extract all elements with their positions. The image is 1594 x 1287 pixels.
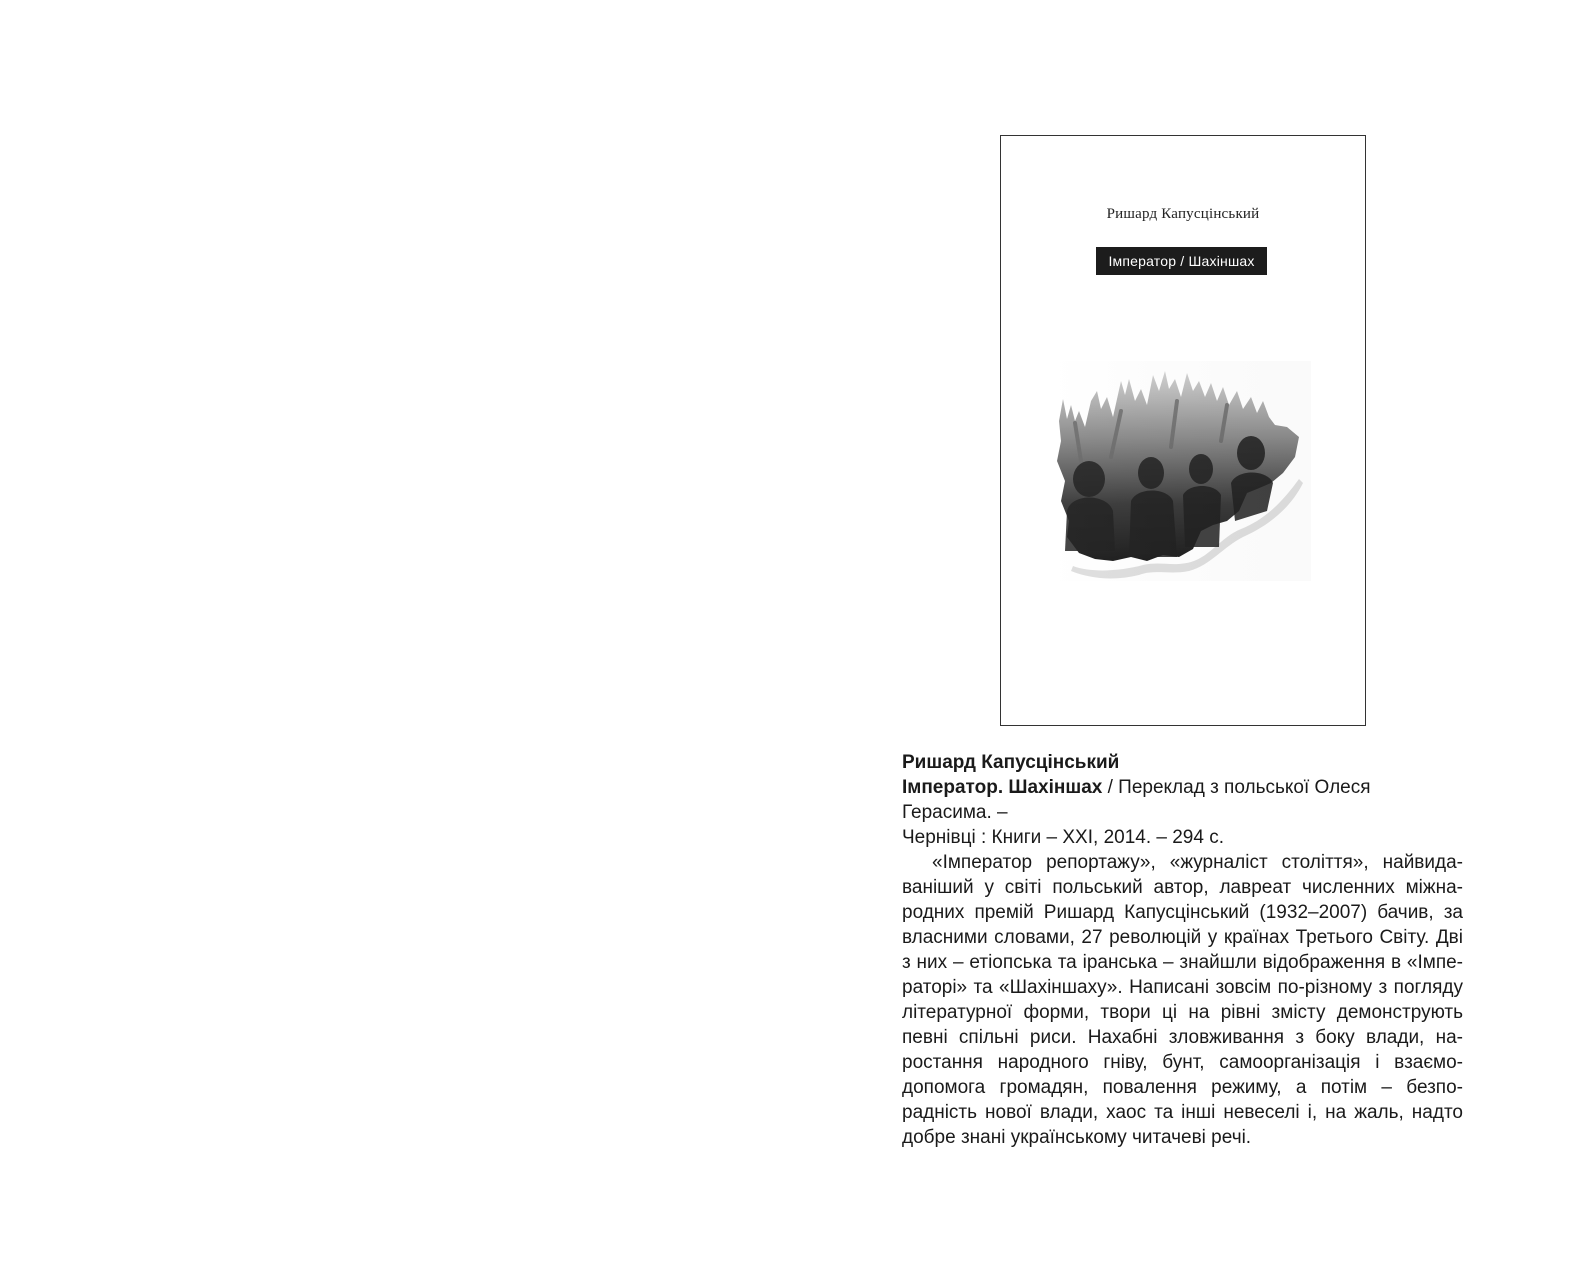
cover-title: Імператор / Шахіншах: [1096, 247, 1267, 275]
entry-publication-part1: / Переклад з польської Олеся Герасима. –: [902, 777, 1371, 823]
cover-author: Ришард Капусцінський: [1106, 206, 1260, 222]
crowd-silhouette-illustration: [1051, 361, 1311, 581]
entry-publication-part2: Чернівці : Книги – ХХІ, 2014. – 294 с.: [902, 827, 1224, 848]
book-entry: [902, 750, 1463, 1150]
book-cover: [1000, 135, 1366, 726]
entry-title: Імператор. Шахіншах: [902, 777, 1103, 798]
bibliographic-info: [902, 775, 1463, 850]
entry-author: Ришард Капусцінський: [902, 752, 1120, 773]
entry-description: «Імператор репортажу», «журналіст століття», найвидаваніший у світі польський автор, лавреат численних міжнародних премій Ришард Капусцінський (1932–2007) бачив, за власними словами, 27 революцій у країнах Третього Світу. Дві з них – етіопська та іранська – знайшли відображення в «Імператорі» та «Шахіншаху». Написані зовсім по-різному з погляду літературної форми, твори ці на рівні змісту демонструють певні спільні риси. Нахабні зловживання з боку влади, наростання народного гніву, бунт, самоорганізація і взаємодопомога громадян, повалення режиму, а потім – безпорадність нової влади, хаос та інші невеселі і, на жаль, надто добре знані українському читачеві речі.: [902, 852, 1463, 1148]
